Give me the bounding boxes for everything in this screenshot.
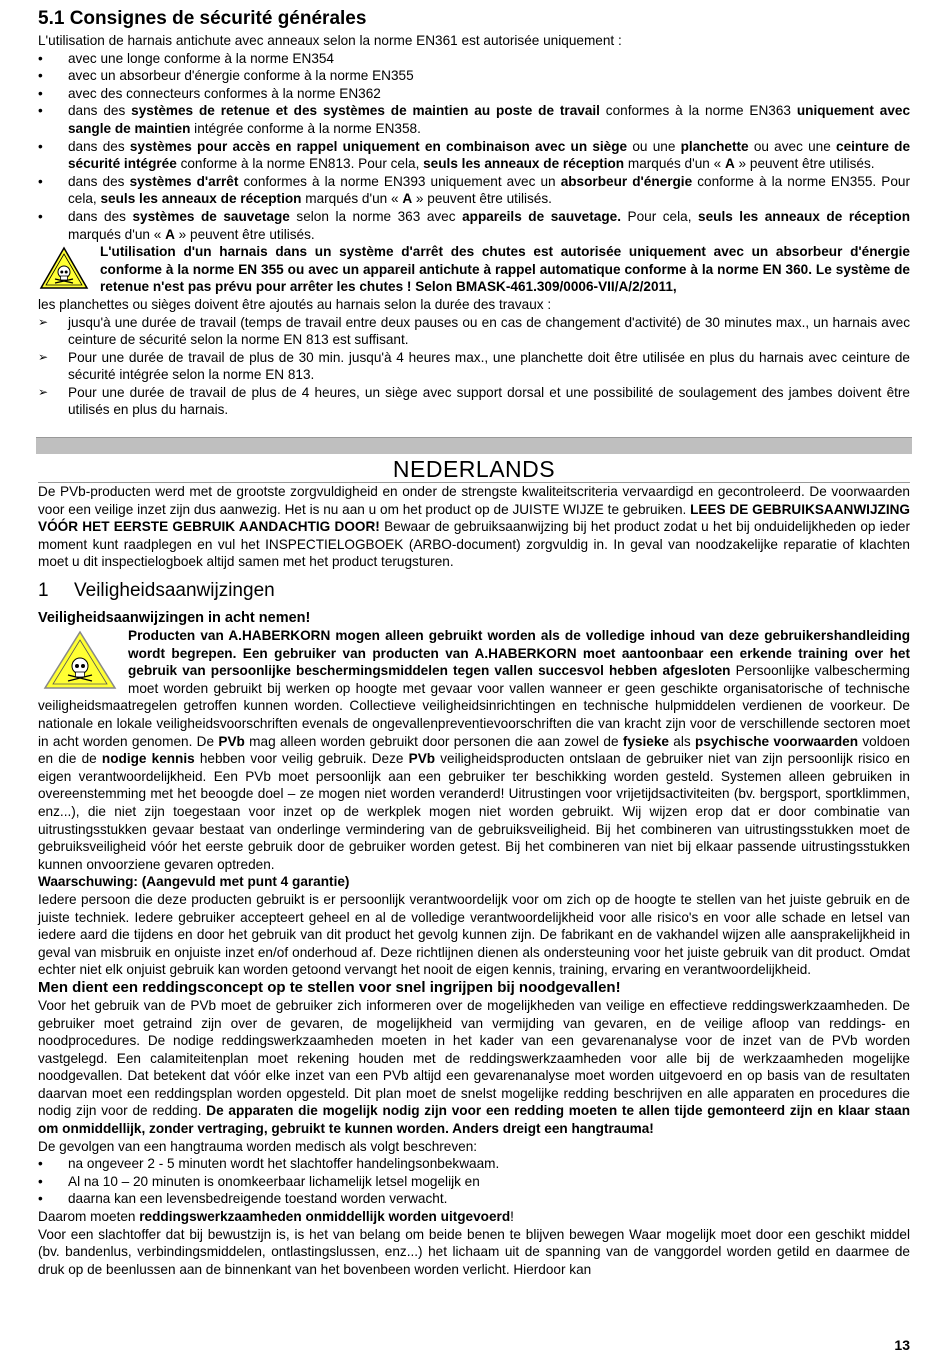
list-item: • avec des connecteurs conformes à la norme EN362: [38, 85, 910, 103]
nl-bullet-list: [38, 1155, 910, 1208]
list-item: • avec un absorbeur d'énergie conforme à la norme EN355: [38, 67, 910, 85]
nl-safety-paragraph: Producten van A.HABERKORN mogen alleen gebruikt worden als de volledige inhoud van deze gebruikershandleiding wordt begrepen. Een gebruiker van producten van A.HABERKORN moet aantoonbaar een erkende training over het gebruik van persoonlijke beschermingsmiddelen tegen vallen succesvol hebben afgesloten Persoonlijke valbescherming moet worden gebruikt bij werken op hoogte met gevaar voor vallen wanneer er geen geschikte organisatorische of technische veiligheidsmaatregelen getroffen kunnen worden. Collectieve veiligheidsinrichtingen en technische hulpmiddelen verdienen de voorkeur. De nationale en lokale veiligheidsvoorschriften evenals de ongevallenpreventievoorschriften die van kracht zijn voor de verschillende sectoren moet in acht worden genomen. De PVb mag alleen worden gebruikt door personen die aan zowel de fysieke als psychische voorwaarden voldoen en die de nodige kennis hebben voor veilig gebruik. Deze PVb veiligheidsproducten ontslaan de gebruiker niet van zijn persoonlijk risico en eigen verantwoordelijkheid. Een PVb moet persoonlijk aan een gebruiker ter beschikking worden gesteld. Systemen alleen gebruiken in overeenstemming met het beoogde doel – ze mogen niet worden veranderd! Uitrustingen voor vrijetijdsactiviteiten (bv. bergsport, sportklimmen, enz...), die niet zijn toegestaan voor inzet op de werkplek mogen niet worden gebruikt. Wij wijzen erop dat er door combinatie van uitrustingsstukken gevaar bestaat van onderlinge vermindering van de gebruiksveiligheid. Bij het combineren van uitrustingsstukken moet de gebruiksveiligheid vóór het eerste gebruik door de gebruiker worden getest. Bij het combineren van niet bij elkaar passende uitrustingsstukken kunnen onvoorziene gevaren optreden.: [38, 628, 910, 872]
list-item: • dans des systèmes d'arrêt conformes à la norme EN393 uniquement avec un absorbeur d'énergie conforme à la norme EN355. Pour cela, seuls les anneaux de réception marqués d'un « A » peuvent être utilisés.: [38, 173, 910, 208]
list-item: • avec une longe conforme à la norme EN354: [38, 50, 910, 68]
nl-rescue-urgent: Daarom moeten reddingswerkzaamheden onmiddellijk worden uitgevoerd!: [38, 1209, 514, 1225]
list-item: • daarna kan een levensbedreigende toestand worden verwacht.: [38, 1190, 910, 1208]
list-item: • dans des systèmes de retenue et des systèmes de maintien au poste de travail conformes à la norme EN363 uniquement avec sangle de maintien intégrée conforme à la norme EN358.: [38, 102, 910, 137]
section-heading-fr: 5.1 Consignes de sécurité générales: [38, 8, 367, 29]
list-item: ➢ Pour une durée de travail de plus de 30 min. jusqu'à 4 heures max., une planchette doit être utilisée en plus du harnais avec ceinture de sécurité intégrée selon la norme EN 813.: [38, 349, 910, 384]
fr-after-warning: les planchettes ou sièges doivent être ajoutés au harnais selon la durée des travaux :: [38, 296, 552, 312]
list-item: • na ongeveer 2 - 5 minuten wordt het slachtoffer handelingsonbekwaam.: [38, 1155, 910, 1173]
fr-arrow-list: [38, 314, 910, 420]
nl-rescue-paragraph: Voor het gebruik van de PVb moet de gebruiker zich informeren over de mogelijkheden van veilige en effectieve reddingswerkzaamheden. De gebruiker moet getraind zijn over de gevaren, de mogelijkheid van vermijding van gevaren, en de veilige afloop van reddings- en noodprocedures. De nodige reddingswerkzaamheden moeten in het kader van een gevarenanalyse voor de inzet van de PVb worden vastgelegd. Een calamiteitenplan moet rekening houden met de reddingswerkzaamheden voor alle bij de werkzaamheden mogelijke noodgevallen. Dat betekent dat vóór elke inzet van een PVb altijd een gevarenanalyse moet worden uitgevoerd en op basis van de resultaten daarvan moet een reddingsplan worden opgesteld. Dit plan moet de snelst mogelijke redding beschrijven en alle apparaten en procedures die nodig zijn voor de redding. De apparaten die mogelijk nodig zijn voor een redding moeten te allen tijde gemonteerd zijn en klaar staan om onmiddellijk, zonder vertraging, gebruikt te kunnen worden. Anders dreigt een hangtrauma!: [38, 997, 910, 1137]
nl-subheading-warning: Waarschuwing: (Aangevuld met punt 4 garantie): [38, 874, 350, 890]
list-item: • dans des systèmes pour accès en rappel uniquement en combinaison avec un siège ou une planchette ou avec une ceinture de sécurité intégrée conforme à la norme EN813. Pour cela, seuls les anneaux de réception marqués d'un « A » peuvent être utilisés.: [38, 138, 910, 173]
section-heading-nl: 1 Veiligheidsaanwijzingen: [38, 580, 275, 602]
nl-subheading-safety: Veiligheidsaanwijzingen in acht nemen!: [38, 610, 311, 627]
fr-intro: L'utilisation de harnais antichute avec anneaux selon la norme EN361 est autorisée uniquement :: [38, 33, 622, 48]
fr-warning-text: L'utilisation d'un harnais dans un système d'arrêt des chutes est autorisée uniquement avec un absorbeur d'énergie conforme à la norme EN 355 ou avec un appareil antichute à rappel automatique conforme à la norme EN 360. Le système de retenue n'est pas prévu pour arrêter les chutes ! Selon BMASK-461.309/0006-VII/A/2/2011,: [100, 244, 910, 295]
language-divider-band: [36, 437, 912, 454]
language-heading: NEDERLANDS: [38, 456, 910, 483]
nl-subheading-rescue: Men dient een reddingsconcept op te stellen voor snel ingrijpen bij noodgevallen!: [38, 978, 621, 996]
document-page: [38, 8, 910, 1278]
nl-warning-paragraph: Iedere persoon die deze producten gebruikt is er persoonlijk verantwoordelijk voor om zich op de hoogte te stellen van het juiste gebruik en de juiste techniek. Iedere gebruiker accepteert geheel en al de volledige verantwoordelijkheid voor alle risico's en voor alle schade en letsel van iedere aard die tijdens en door het gebruik van dit product het gevolg kunnen zijn. De fabrikant en de vakhandel wijzen alle aansprakelijkheid in geval van misbruik en onjuiste inzet en/of onderhoud af. Deze richtlijnen dienen als ondersteuning voor het juiste gebruik van dit product. Omdat echter niet elk onjuist gebruik kan worden getoond vervangt het nooit de eigen kennis, training, ervaring en verantwoordelijkheid.: [38, 891, 910, 978]
skull-warning-triangle-icon: [38, 245, 90, 291]
page-number: 13: [894, 1337, 910, 1354]
fr-bullet-list: [38, 50, 910, 244]
nl-trauma-intro: De gevolgen van een hangtrauma worden medisch als volgt beschreven:: [38, 1138, 478, 1154]
list-item: • dans des systèmes de sauvetage selon la norme 363 avec appareils de sauvetage. Pour cela, seuls les anneaux de réception marqués d'un « A » peuvent être utilisés.: [38, 208, 910, 243]
list-item: ➢ jusqu'à une durée de travail (temps de travail entre deux pauses ou en cas de changement d'activité) de 30 minutes max., un harnais avec ceinture de sécurité selon la norme EN 813 est suffisant.: [38, 314, 910, 349]
list-item: ➢ Pour une durée de travail de plus de 4 heures, un siège avec support dorsal et une possibilité de soulagement des jambes doivent être utilisés en plus du harnais.: [38, 384, 910, 419]
nl-intro: De PVb-producten werd met de grootste zorgvuldigheid en onder de strengste kwaliteitscriteria vervaardigd en gecontroleerd. De voorwaarden voor een veilige inzet zijn dus aanwezig. Het is nu aan u om het product op de JUISTE WIJZE te gebruiken. LEES DE GEBRUIKSAANWIJZING VÓÓR HET EERSTE GEBRUIK AANDACHTIG DOOR! Bewaar de gebruiksaanwijzing bij het product zodat u het bij onduidelijkheden op ieder moment kunt raadplegen en vul het INSPECTIELOGBOEK (ARBO-document) zorgvuldig in. In geval van noodzakelijke reparatie of klachten moet u dit inspectielogboek altijd samen met het product terugsturen.: [38, 484, 910, 570]
list-item: • Al na 10 – 20 minuten is onomkeerbaar lichamelijk letsel mogelijk en: [38, 1173, 910, 1191]
nl-conscious-victim-paragraph: Voor een slachtoffer dat bij bewustzijn is, is het van belang om beide benen te blijven bewegen Waar mogelijk moet door een geschikt middel (bv. bandenlus, verbindingsmiddelen, ontlastingslussen, enz...) het lichaam uit de spanning van de vanggordel worden getild en daarmee de druk op de beenlussen aan de binnenkant van het bovenbeen worden verlicht. Hierdoor kan: [38, 1226, 910, 1277]
skull-warning-triangle-icon: [42, 629, 118, 691]
fr-warning-block: [38, 243, 910, 296]
